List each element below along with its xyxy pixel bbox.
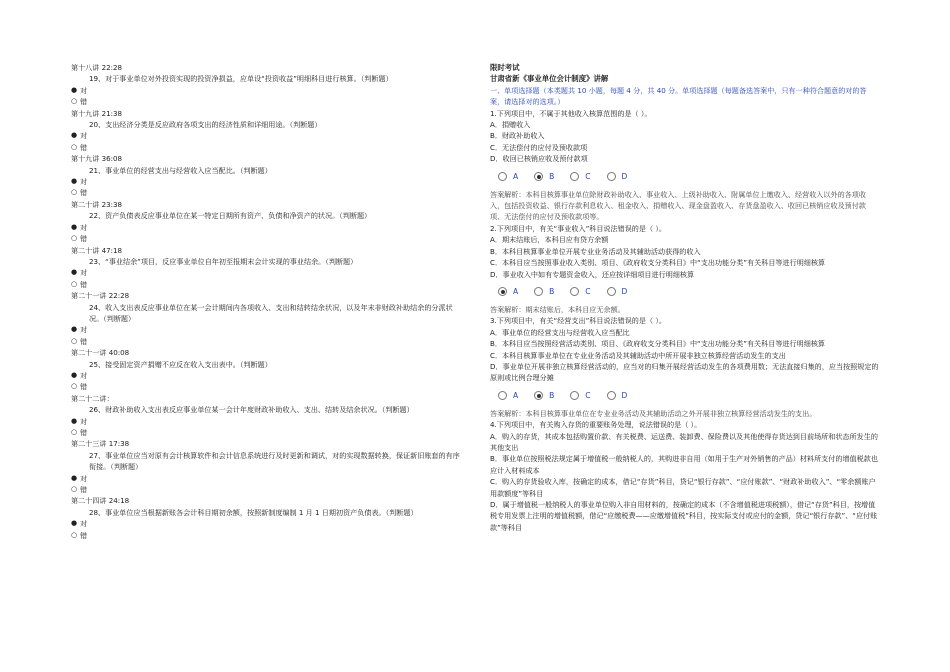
answer-option-false[interactable] [71, 96, 461, 107]
radio-button[interactable] [570, 391, 579, 400]
choice-option: D．事业单位开展非独立核算经营活动的，应当对的归集开展经营活动发生的各项费用数；无法直接归集的，应当按照规定的原则或比例合理分摊 [490, 361, 879, 383]
choice-option: B．事业单位按照税法规定属于增值税一般纳税人的，其购进非自用（如用于生产对外销售的产品）材料所支付的增值税款也应计入材料成本 [490, 454, 878, 475]
answer-analysis: 答案解析：本科目核算事业单位在专业业务活动及其辅助活动之外开展非独立核算经营活动发生的支出。 [490, 408, 817, 418]
lecture-heading: 第二十讲 47:18 [71, 245, 123, 255]
choice-option: C．无法偿付的应付及预收款项 [490, 142, 588, 152]
option-label: 对 [80, 131, 88, 141]
option-label: 对 [80, 85, 88, 95]
answer-option-false[interactable] [71, 381, 461, 392]
option-label: 对 [80, 519, 88, 529]
option-label: 错 [80, 382, 88, 392]
radio-choice-b[interactable] [534, 390, 554, 401]
option-label: 错 [80, 336, 88, 346]
answer-option-false[interactable] [71, 233, 461, 244]
radio-button[interactable] [607, 287, 616, 296]
radio-letter: D [621, 391, 628, 401]
radio-letter: D [621, 171, 628, 181]
radio-letter: B [549, 287, 555, 297]
answer-option-true[interactable] [71, 267, 461, 278]
radio-mark[interactable]: ● [71, 325, 78, 334]
lecture-heading: 第二十四讲 24:18 [71, 496, 130, 506]
radio-letter: B [549, 171, 555, 181]
radio-mark[interactable]: ● [71, 268, 78, 277]
choice-option: C．本科目核算事业单位在专业业务活动及其辅助活动中所开展非独立核算经营活动发生的支出 [490, 350, 786, 360]
lecture-heading: 第二十三讲 17:38 [71, 439, 130, 449]
lecture-heading: 第二十一讲 40:08 [71, 348, 130, 358]
radio-mark[interactable]: ● [71, 416, 78, 425]
left-column [71, 62, 461, 541]
option-label: 错 [80, 485, 88, 495]
choice-option: C．购入的存货验收入库，按确定的成本，借记“存货”科目，贷记“银行存款”、“应付账款”、“财政补助收入”、“零余额账户用款额度”等科目 [490, 477, 876, 498]
answer-option-true[interactable] [71, 370, 461, 381]
radio-letter: D [621, 287, 628, 297]
exam-title: 限时考试 [490, 63, 520, 72]
choice-option: C．本科目应当按照事业收入类别、项目、《政府收支分类科目》中“支出功能分类”有关科目等进行明细核算 [490, 258, 826, 268]
radio-letter: B [549, 391, 555, 401]
section-intro: 一、单项选择题（本类题共 10 小题，每题 4 分，共 40 分。单项选择题（每题备选答案中，只有一种符合题意的对的答案，请选择对的选项。） [490, 85, 867, 107]
answer-radio-group [490, 384, 880, 408]
radio-letter: A [513, 391, 519, 401]
judgment-question: 20、支出经济分类是反应政府各项支出的经济性质和详细用途。（判断题） [89, 120, 322, 130]
radio-choice-a[interactable] [498, 286, 518, 297]
answer-option-true[interactable] [71, 176, 461, 187]
radio-letter: C [585, 391, 591, 401]
judgment-question: 25、接受固定资产捐赠不应反在收入支出表中。（判断题） [89, 359, 272, 369]
radio-letter: C [585, 287, 591, 297]
question-stem: 3.下列项目中，有关“经营支出”科目说法错误的是（ ）。 [490, 316, 666, 326]
option-label: 错 [80, 530, 88, 540]
answer-radio-group [490, 165, 880, 189]
radio-button[interactable] [607, 172, 616, 181]
answer-option-false[interactable] [71, 142, 461, 153]
answer-option-false[interactable] [71, 187, 461, 198]
answer-option-true[interactable] [71, 324, 461, 335]
radio-choice-b[interactable] [534, 286, 554, 297]
answer-option-true[interactable] [71, 85, 461, 96]
lecture-heading: 第二十一讲 22:28 [71, 291, 130, 301]
option-label: 对 [80, 416, 88, 426]
radio-mark[interactable]: ○ [71, 142, 78, 151]
lecture-heading: 第二十二讲： [71, 393, 114, 403]
answer-option-true[interactable] [71, 222, 461, 233]
answer-analysis: 答案解析：本科目核算事业单位除财政补助收入、事业收入、上级补助收入、附属单位上缴收入、经营收入以外的各项收入，包括投资收益、银行存款利息收入、租金收入、捐赠收入、现金盘盈收入、存货盘盈收入、收回已核销应收及预付款项、无法偿付的应付及预收款项等。 [490, 189, 866, 222]
radio-mark[interactable]: ○ [71, 188, 78, 197]
judgment-question: 23、“事业结余”项目，反应事业单位自年初至报期末会计实现的事业结余。（判断题） [89, 256, 358, 266]
radio-button[interactable] [498, 391, 507, 400]
radio-button[interactable] [498, 287, 507, 296]
radio-mark[interactable]: ● [71, 370, 78, 379]
choice-option: B．财政补助收入 [490, 131, 545, 141]
answer-option-false[interactable] [71, 484, 461, 495]
radio-choice-d[interactable] [607, 390, 628, 401]
answer-option-false[interactable] [71, 427, 461, 438]
radio-letter: A [513, 171, 519, 181]
radio-mark[interactable]: ○ [71, 485, 78, 494]
choice-option: B．本科目应当按照经营活动类别、项目、《政府收支分类科目》中“支出功能分类”有关科目等进行明细核算 [490, 339, 825, 349]
question-list [490, 108, 880, 534]
radio-mark[interactable]: ● [71, 473, 78, 482]
judgment-question: 19、对于事业单位对外投资实现的投资净损益，应单设“投资收益”明细科目进行核算。（判断题） [89, 74, 393, 84]
choice-option: D．属于增值税一般纳税人的事业单位购入非自用材料的，按确定的成本（不含增值税进项税额），借记“存货”科目，按增值税专用发票上注明的增值税额，借记“应缴税费——应缴增值税”科目，按实际支付或应付的金额，贷记“银行存款”、“应付账款”等科目 [490, 500, 878, 532]
option-label: 错 [80, 428, 88, 437]
answer-option-true[interactable] [71, 416, 461, 427]
lecture-heading: 第二十讲 23:38 [71, 199, 123, 209]
choice-option: D．收回已核销应收及预付款项 [490, 154, 588, 164]
radio-choice-a[interactable] [498, 390, 518, 401]
answer-option-false[interactable] [71, 279, 461, 290]
radio-button[interactable] [534, 172, 543, 181]
choice-option: A．捐赠收入 [490, 120, 531, 130]
option-label: 错 [80, 234, 88, 244]
choice-option: B．本科目核算事业单位开展专业业务活动及其辅助活动获得的收入 [490, 246, 701, 256]
radio-choice-c[interactable] [570, 286, 590, 297]
radio-mark[interactable]: ● [71, 177, 78, 186]
radio-mark[interactable]: ○ [71, 279, 78, 288]
answer-option-true[interactable] [71, 473, 461, 484]
radio-choice-b[interactable] [534, 171, 554, 182]
question-stem: 2.下列项目中，有关“事业收入”科目说法错误的是（ ）。 [490, 223, 666, 233]
answer-option-true[interactable] [71, 130, 461, 141]
answer-option-false[interactable] [71, 336, 461, 347]
radio-mark[interactable]: ● [71, 222, 78, 231]
course-title: 甘肃省新《事业单位会计制度》讲解 [490, 74, 609, 84]
radio-letter: A [513, 287, 519, 297]
lecture-heading: 第十九讲 36:08 [71, 154, 123, 164]
option-label: 对 [80, 268, 88, 278]
judgment-question: 22、资产负债表反应事业单位在某一特定日期所有资产、负债和净资产的状况。（判断题） [89, 211, 372, 221]
answer-option-true[interactable] [71, 518, 461, 529]
radio-button[interactable] [607, 391, 616, 400]
radio-choice-c[interactable] [570, 171, 590, 182]
judgment-question: 21、事业单位的经营支出与经营收入应当配比。（判断题） [89, 165, 272, 175]
radio-choice-d[interactable] [607, 171, 628, 182]
radio-letter: C [585, 171, 591, 181]
choice-option: A．期末结账后，本科目应有贷方余额 [490, 235, 609, 245]
option-label: 对 [80, 325, 88, 335]
judgment-question: 24、收入支出表反应事业单位在某一会计期间内各项收入、支出和结转结余状况，以及年末非财政补助结余的分派状况。（判断题） [89, 302, 453, 323]
radio-mark[interactable]: ● [71, 131, 78, 140]
option-label: 对 [80, 222, 88, 232]
option-label: 错 [80, 97, 88, 107]
option-label: 对 [80, 473, 88, 483]
option-label: 错 [80, 188, 88, 198]
radio-mark[interactable]: ○ [71, 382, 78, 391]
choice-option: D．事业收入中如有专题资金收入，还应按详细项目进行明细核算 [490, 269, 695, 279]
radio-mark[interactable]: ○ [71, 234, 78, 243]
judgment-question: 28、事业单位应当根据新账各会计科目期初余额，按照新制度编制 1 月 1 日期初资产负债表。（判断题） [89, 507, 418, 517]
radio-choice-d[interactable] [607, 286, 628, 297]
judgment-question: 26、财政补助收入支出表反应事业单位某一会计年度财政补助收入、支出、结转及结余状况。（判断题） [89, 405, 414, 415]
choice-option: A．事业单位的经营支出与经营收入应当配比 [490, 327, 630, 337]
radio-mark[interactable]: ○ [71, 336, 78, 345]
radio-button[interactable] [570, 172, 579, 181]
radio-choice-c[interactable] [570, 390, 590, 401]
option-label: 对 [80, 177, 88, 187]
right-column [490, 62, 880, 533]
option-label: 对 [80, 370, 88, 380]
radio-button[interactable] [534, 287, 543, 296]
radio-button[interactable] [498, 172, 507, 181]
radio-button[interactable] [534, 391, 543, 400]
radio-mark[interactable]: ○ [71, 428, 78, 436]
option-label: 错 [80, 279, 88, 289]
radio-mark[interactable]: ○ [71, 530, 78, 539]
judgment-question: 27、事业单位应当对原有会计核算软件和会计信息系统进行及时更新和调试，对的实现数据转换，保证新旧账套的有序衔接。（判断题） [89, 450, 460, 472]
lecture-heading: 第十九讲 21:38 [71, 108, 123, 118]
answer-radio-group [490, 280, 880, 304]
answer-analysis: 答案解析：期末结账后，本科目应无余额。 [490, 304, 625, 314]
question-stem: 1.下列项目中，不属于其他收入核算范围的是（ ）。 [490, 108, 652, 118]
radio-mark[interactable]: ● [71, 519, 78, 528]
lecture-heading: 第十八讲 22:28 [71, 63, 123, 72]
radio-mark[interactable]: ○ [71, 97, 78, 106]
radio-button[interactable] [570, 287, 579, 296]
question-stem: 4.下列项目中，有关购入存货的重要账务处理，说法错误的是（ ）。 [490, 420, 702, 430]
answer-option-false[interactable] [71, 530, 461, 541]
choice-option: A．购入的存货，其成本包括购置价款、有关税费、运送费、装卸费、保险费以及其他使得存货达到目前场所和状态所发生的其他支出 [490, 431, 878, 452]
option-label: 错 [80, 142, 88, 152]
radio-mark[interactable]: ● [71, 85, 78, 94]
radio-choice-a[interactable] [498, 171, 518, 182]
